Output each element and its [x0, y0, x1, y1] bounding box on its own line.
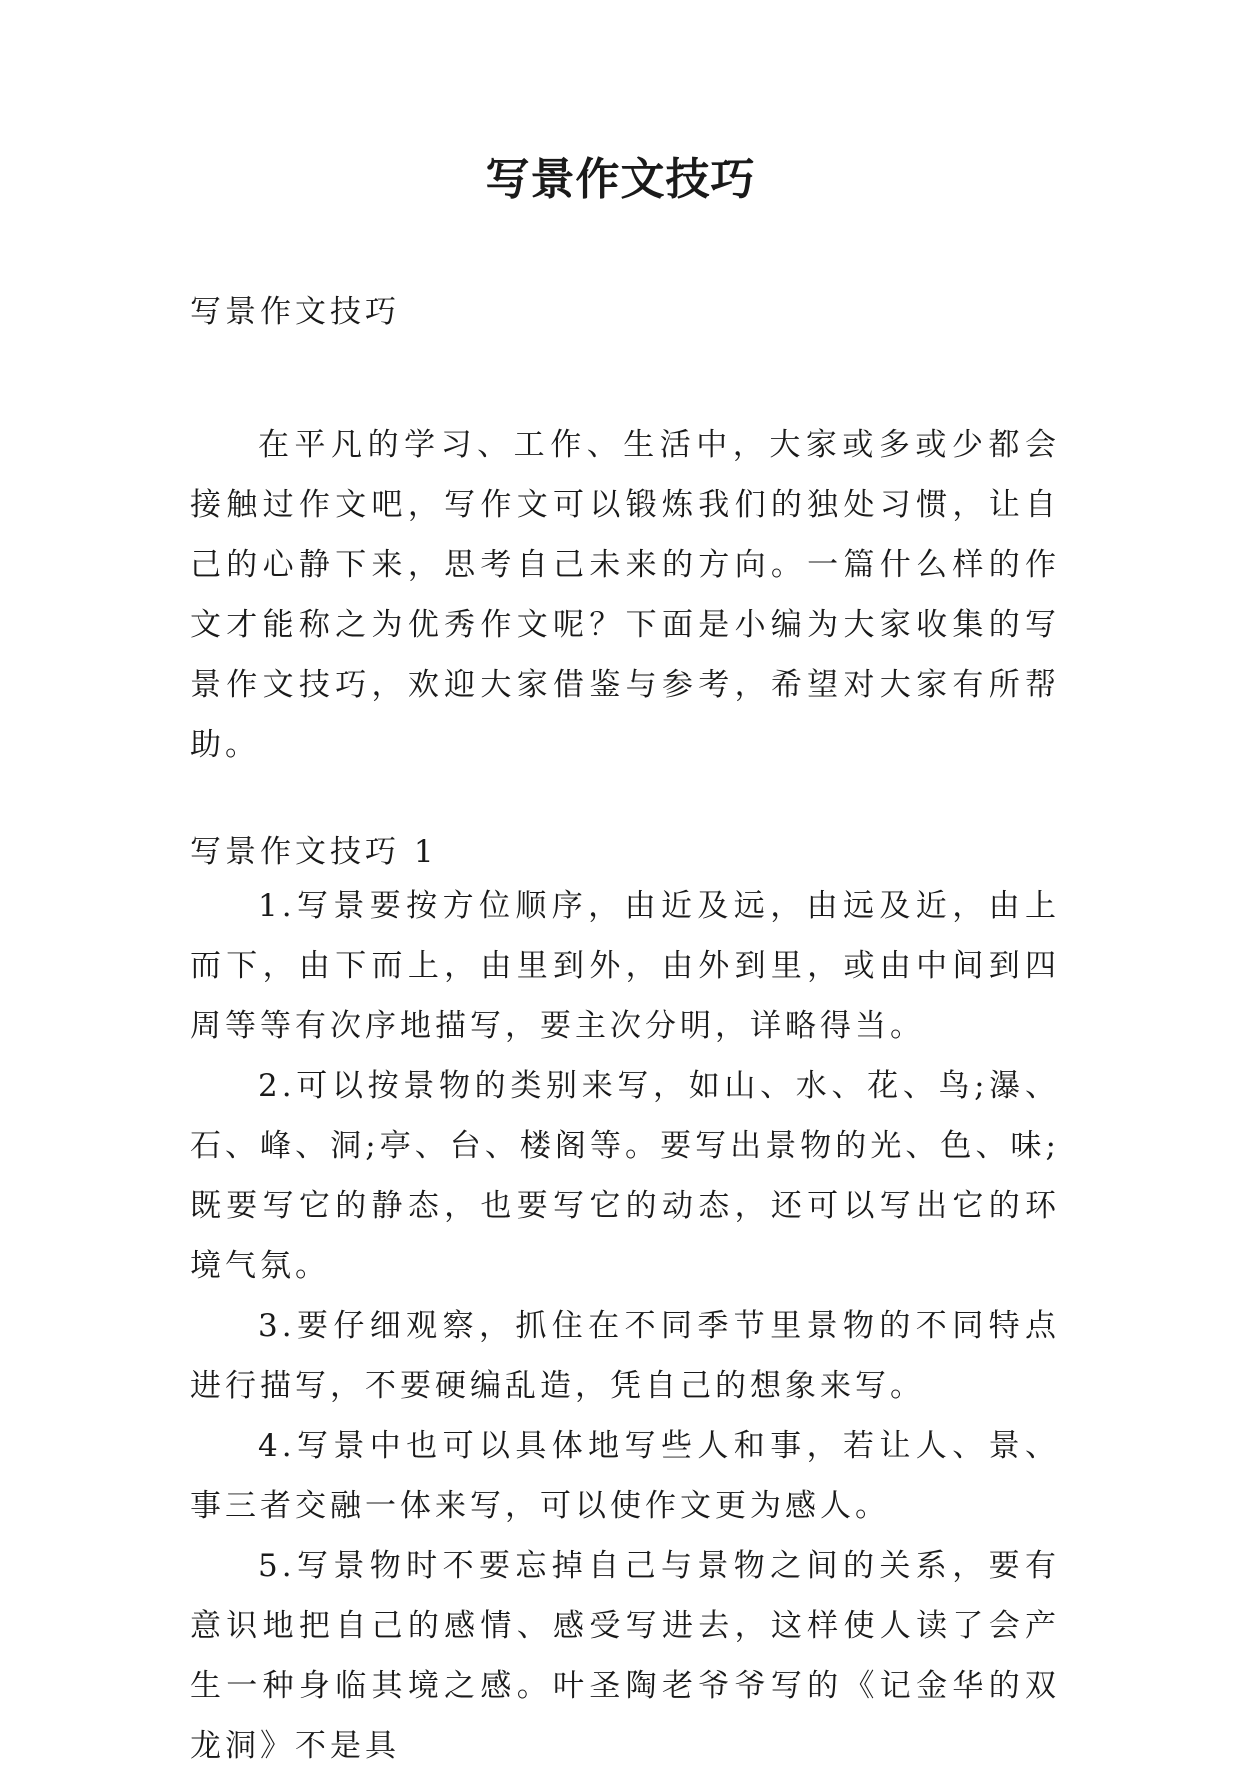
tip-item-5: 5.写景物时不要忘掉自己与景物之间的关系，要有意识地把自己的感情、感受写进去，这样使人读了会产生一种身临其境之感。叶圣陶老爷爷写的《记金华的双龙洞》不是具 — [190, 1548, 1060, 1764]
tip-item-2: 2.可以按景物的类别来写，如山、水、花、鸟;瀑、石、峰、洞;亭、台、楼阁等。要写出景物的光、色、味;既要写它的静态，也要写它的动态，还可以写出它的环境气氛。 — [190, 1068, 1060, 1284]
document-body — [190, 288, 1060, 1776]
document-title: 写景作文技巧 — [485, 154, 756, 205]
tip-item-3: 3.要仔细观察，抓住在不同季节里景物的不同特点进行描写，不要硬编乱造，凭自己的想象来写。 — [190, 1308, 1060, 1404]
document-subheading: 写景作文技巧 — [190, 294, 400, 330]
section-heading: 写景作文技巧 1 — [190, 834, 438, 870]
intro-paragraph: 在平凡的学习、工作、生活中，大家或多或少都会接触过作文吧，写作文可以锻炼我们的独处习惯，让自己的心静下来，思考自己未来的方向。一篇什么样的作文才能称之为优秀作文呢？下面是小编为大家收集的写景作文技巧，欢迎大家借鉴与参考，希望对大家有所帮助。 — [190, 427, 1060, 763]
tip-item-4: 4.写景中也可以具体地写些人和事，若让人、景、事三者交融一体来写，可以使作文更为感人。 — [190, 1428, 1060, 1524]
tip-item-1: 1.写景要按方位顺序，由近及远，由远及近，由上而下，由下而上，由里到外，由外到里，或由中间到四周等等有次序地描写，要主次分明，详略得当。 — [190, 888, 1060, 1044]
